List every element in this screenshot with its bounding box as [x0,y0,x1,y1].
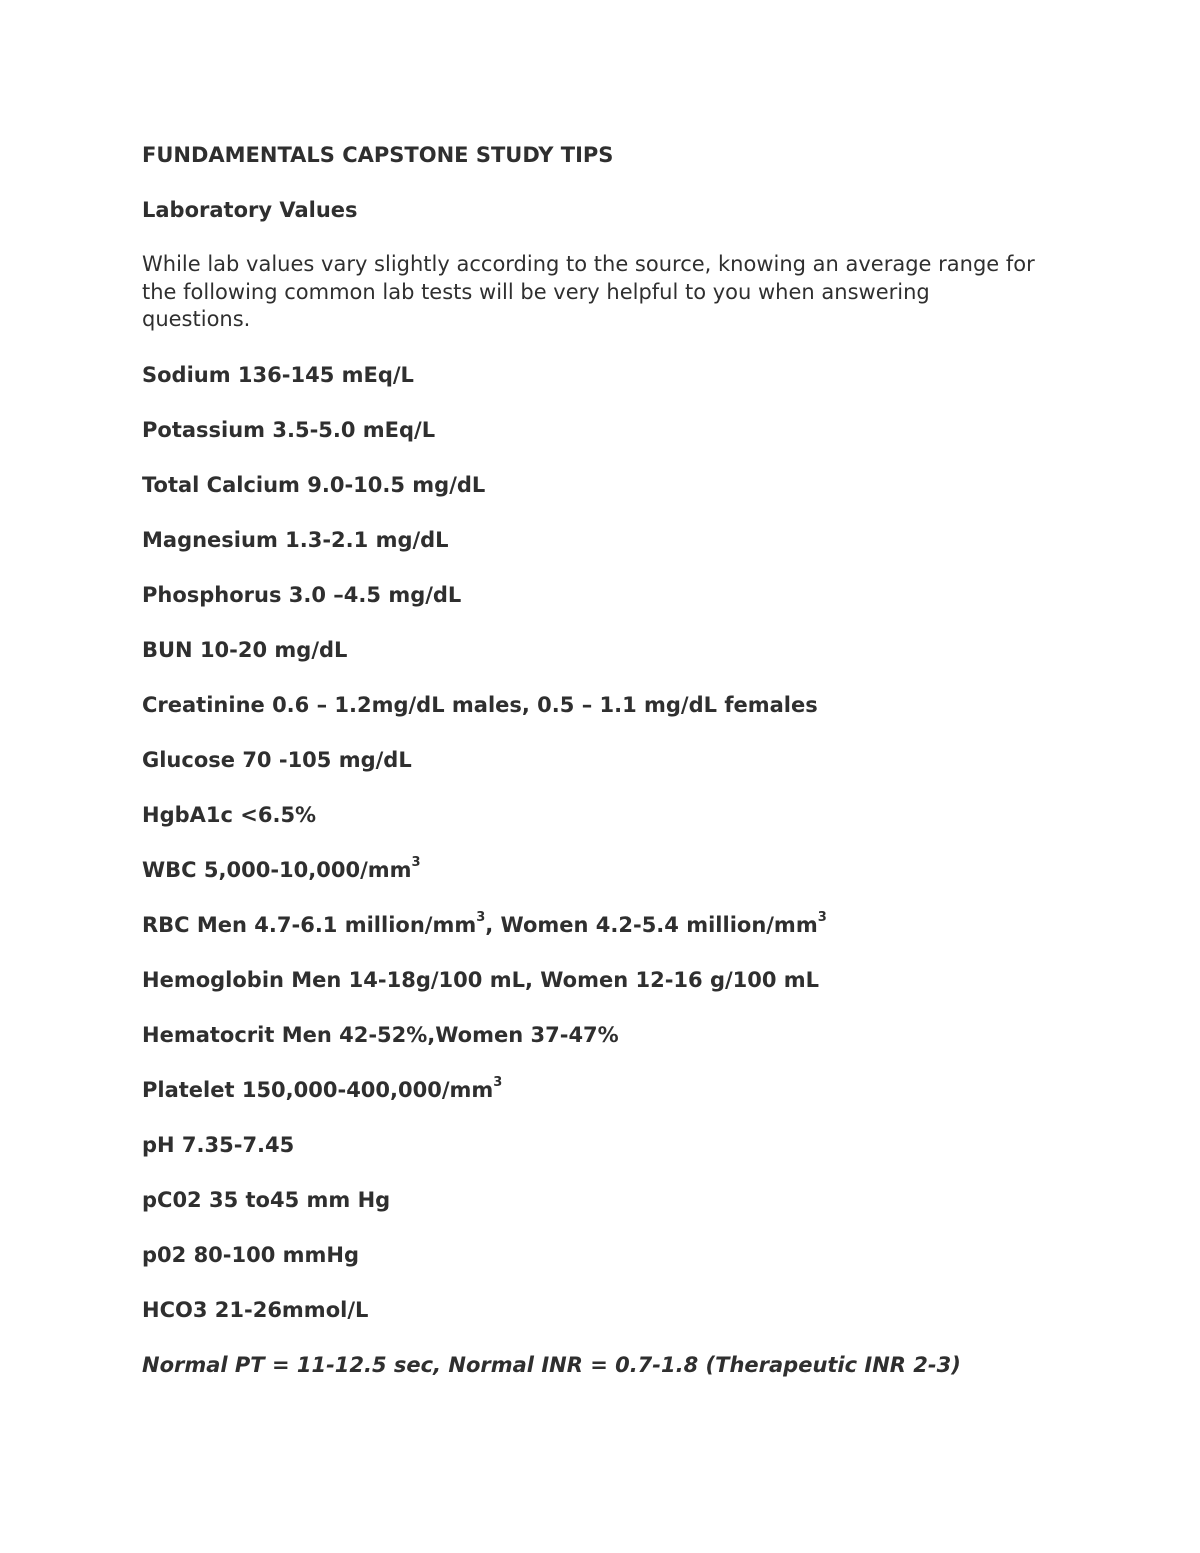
lab-value-potassium: Potassium 3.5-5.0 mEq/L [142,417,436,442]
lab-value-platelet [142,1076,1042,1104]
superscript-cubed: 3 [817,909,827,925]
lab-value-magnesium: Magnesium 1.3-2.1 mg/dL [142,527,449,552]
lab-value-hemoglobin: Hemoglobin Men 14-18g/100 mL, Women 12-16 g/100 mL [142,967,820,992]
lab-value-po2: p02 80-100 mmHg [142,1242,360,1267]
lab-value-ph: pH 7.35-7.45 [142,1132,295,1157]
document-body [142,141,1042,1379]
lab-value-glucose: Glucose 70 -105 mg/dL [142,747,412,772]
lab-value-wbc-text: WBC 5,000-10,000/mm [142,857,412,882]
lab-value-platelet-text: Platelet 150,000-400,000/mm [142,1077,494,1102]
document-title: FUNDAMENTALS CAPSTONE STUDY TIPS [142,143,614,167]
lab-value-pco2: pC02 35 to45 mm Hg [142,1187,391,1212]
lab-value-phosphorus: Phosphorus 3.0 –4.5 mg/dL [142,582,462,607]
superscript-cubed: 3 [411,854,421,870]
section-heading-laboratory-values: Laboratory Values [142,198,358,222]
lab-value-sodium: Sodium 136-145 mEq/L [142,362,414,387]
lab-value-total-calcium: Total Calcium 9.0-10.5 mg/dL [142,472,486,497]
lab-value-rbc-men-text: RBC Men 4.7-6.1 million/mm [142,912,477,937]
intro-paragraph: While lab values vary slightly according to the source, knowing an average range for the following common lab tests will be very helpful to you when answering questions. [142,252,1035,331]
lab-value-wbc [142,856,1042,884]
lab-value-rbc [142,911,1042,939]
lab-value-hematocrit: Hematocrit Men 42-52%,Women 37-47% [142,1022,619,1047]
lab-value-creatinine: Creatinine 0.6 – 1.2mg/dL males, 0.5 – 1.1 mg/dL females [142,692,818,717]
lab-value-hco3: HCO3 21-26mmol/L [142,1297,369,1322]
coagulation-note: Normal PT = 11-12.5 sec, Normal INR = 0.7-1.8 (Therapeutic INR 2-3) [142,1352,961,1377]
superscript-cubed: 3 [493,1074,503,1090]
superscript-cubed: 3 [476,909,486,925]
lab-value-bun: BUN 10-20 mg/dL [142,637,348,662]
lab-values-list [142,361,1042,1324]
lab-value-hgba1c: HgbA1c <6.5% [142,802,317,827]
lab-value-rbc-women-text: , Women 4.2-5.4 million/mm [485,912,818,937]
